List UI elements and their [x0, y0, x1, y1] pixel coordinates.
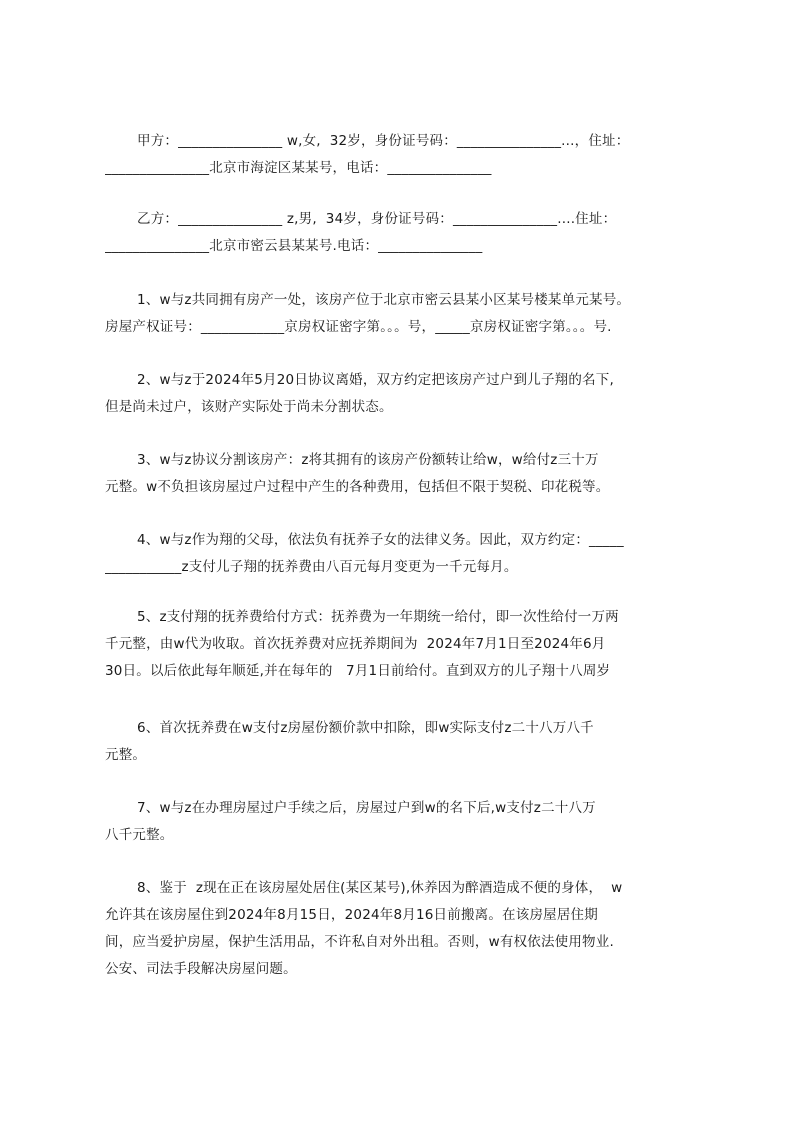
- clause-2-line-2: 但是尚未过户，该财产实际处于尚未分割状态。: [105, 399, 393, 415]
- party-a-line-1: 甲方：_______________ w,女, 32岁，身份证号码：_______________...，住址：: [137, 133, 630, 149]
- clause-8-line-3: 间，应当爱护房屋，保护生活用品，不许私自对外出租。否则，w有权依法使用物业.: [105, 934, 614, 950]
- clause-6-line-2: 元整。: [105, 747, 147, 763]
- clause-7-line-2: 八千元整。: [105, 827, 174, 843]
- clause-8-line-1: 8、鉴于 z现在正在该房屋处居住(某区某号),休养因为醉酒造成不便的身体， w: [137, 880, 623, 896]
- clause-3: [105, 447, 715, 501]
- party-b-info: [105, 206, 715, 260]
- clause-1: [105, 287, 715, 341]
- clause-4: [105, 527, 715, 581]
- clause-2: [105, 367, 715, 421]
- clause-4-line-2: ___________z支付儿子翔的抚养费由八百元每月变更为一千元每月。: [105, 559, 518, 575]
- clause-3-line-1: 3、w与z协议分割该房产：z将其拥有的该房产份额转让给w，w给付z三十万: [137, 452, 599, 468]
- clause-8-line-4: 公安、司法手段解决房屋问题。: [105, 961, 297, 977]
- clause-7-line-1: 7、w与z在办理房屋过户手续之后，房屋过户到w的名下后,w支付z二十八万: [137, 800, 596, 816]
- party-a-info: [105, 128, 715, 182]
- party-b-line-1: 乙方：_______________ z,男, 34岁，身份证号码：_______________....住址：: [137, 211, 617, 227]
- clause-5-line-1: 5、z支付翔的抚养费给付方式：抚养费为一年期统一给付，即一次性给付一万两: [137, 609, 619, 625]
- clause-6-line-1: 6、首次抚养费在w支付z房屋份额价款中扣除，即w实际支付z二十八万八千: [137, 720, 594, 736]
- clause-6: [105, 715, 715, 769]
- clause-3-line-2: 元整。w不负担该房屋过户过程中产生的各种费用，包括但不限于契税、印花税等。: [105, 479, 610, 495]
- party-b-line-2: _______________北京市密云县某某号.电话：_______________: [105, 238, 483, 254]
- clause-5-line-2: 千元整，由w代为收取。首次抚养费对应抚养期间为 2024年7月1日至2024年6月: [105, 636, 606, 652]
- clause-1-line-2: 房屋产权证号：____________京房权证密字第。。。号，_____京房权证密字第。。。号.: [105, 319, 612, 335]
- clause-8-line-2: 允许其在该房屋住到2024年8月15日，2024年8月16日前搬离。在该房屋居住期: [105, 907, 598, 923]
- clause-8: [105, 875, 715, 983]
- clause-4-line-1: 4、w与z作为翔的父母，依法负有抚养子女的法律义务。因此，双方约定：_____: [137, 532, 624, 548]
- clause-5-line-3: 30日。以后依此每年顺延,并在每年的 7月1日前给付。直到双方的儿子翔十八周岁: [105, 663, 611, 679]
- party-a-line-2: _______________北京市海淀区某某号，电话：_______________: [105, 160, 492, 176]
- clause-7: [105, 795, 715, 849]
- clause-5: [105, 604, 715, 685]
- clause-2-line-1: 2、w与z于2024年5月20日协议离婚，双方约定把该房产过户到儿子翔的名下,: [137, 372, 614, 388]
- clause-1-line-1: 1、w与z共同拥有房产一处，该房产位于北京市密云县某小区某号楼某单元某号。: [137, 292, 631, 308]
